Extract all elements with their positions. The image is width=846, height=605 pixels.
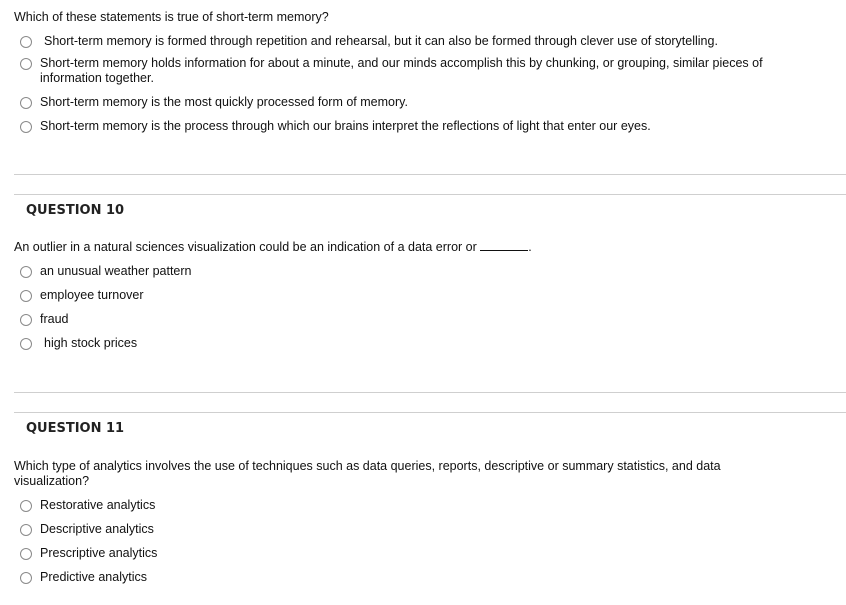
- question-heading: QUESTION 11: [26, 421, 125, 436]
- q9-option-2[interactable]: [20, 56, 830, 86]
- q10-prompt-text: An outlier in a natural sciences visualization could be an indication of a data error or: [14, 240, 477, 254]
- fill-in-blank: [480, 240, 528, 251]
- section-divider: [14, 174, 846, 175]
- q10-option-3-label[interactable]: fraud: [40, 312, 69, 326]
- radio-button[interactable]: [20, 338, 32, 350]
- q10-option-3[interactable]: [20, 312, 830, 327]
- q9-option-4-label[interactable]: Short-term memory is the process through which our brains interpret the reflections of light that enter our eyes.: [40, 119, 651, 133]
- radio-button[interactable]: [20, 548, 32, 560]
- q11-option-1-label[interactable]: Restorative analytics: [40, 498, 156, 512]
- q9-option-1[interactable]: [20, 34, 830, 49]
- radio-button[interactable]: [20, 524, 32, 536]
- radio-button[interactable]: [20, 290, 32, 302]
- radio-button[interactable]: [20, 266, 32, 278]
- q9-option-1-label[interactable]: Short-term memory is formed through repetition and rehearsal, but it can also be formed through clever use of storytelling.: [44, 34, 718, 48]
- q11-option-2-label[interactable]: Descriptive analytics: [40, 522, 154, 536]
- radio-button[interactable]: [20, 572, 32, 584]
- q9-prompt: Which of these statements is true of short-term memory?: [14, 10, 329, 24]
- q11-option-2[interactable]: [20, 522, 830, 537]
- q11-option-4[interactable]: [20, 570, 830, 585]
- q10-option-1-label[interactable]: an unusual weather pattern: [40, 264, 192, 278]
- q10-option-4-label[interactable]: high stock prices: [44, 336, 138, 350]
- q11-option-3-label[interactable]: Prescriptive analytics: [40, 546, 158, 560]
- radio-button[interactable]: [20, 500, 32, 512]
- q10-option-2-label[interactable]: employee turnover: [40, 288, 144, 302]
- radio-button[interactable]: [20, 58, 32, 70]
- radio-button[interactable]: [20, 314, 32, 326]
- radio-button[interactable]: [20, 36, 32, 48]
- section-divider: [14, 194, 846, 195]
- question-heading: QUESTION 10: [26, 203, 125, 218]
- q11-prompt: Which type of analytics involves the use of techniques such as data queries, reports, descriptive or summary statistics, and data visualization?: [14, 459, 721, 488]
- q10-option-4[interactable]: [20, 336, 830, 351]
- q9-option-3[interactable]: [20, 95, 830, 110]
- q11-option-4-label[interactable]: Predictive analytics: [40, 570, 147, 584]
- radio-button[interactable]: [20, 97, 32, 109]
- q9-option-3-label[interactable]: Short-term memory is the most quickly processed form of memory.: [40, 95, 408, 109]
- q10-option-2[interactable]: [20, 288, 830, 303]
- section-divider: [14, 392, 846, 393]
- q10-prompt-end: .: [528, 240, 532, 254]
- q11-option-1[interactable]: [20, 498, 830, 513]
- q10-prompt: [14, 240, 814, 255]
- radio-button[interactable]: [20, 121, 32, 133]
- q9-option-2-label[interactable]: Short-term memory holds information for about a minute, and our minds accomplish this by chunking, or grouping, similar pieces of information together.: [40, 56, 763, 85]
- q11-option-3[interactable]: [20, 546, 830, 561]
- section-divider: [14, 412, 846, 413]
- q9-option-4[interactable]: [20, 119, 830, 134]
- q10-option-1[interactable]: [20, 264, 830, 279]
